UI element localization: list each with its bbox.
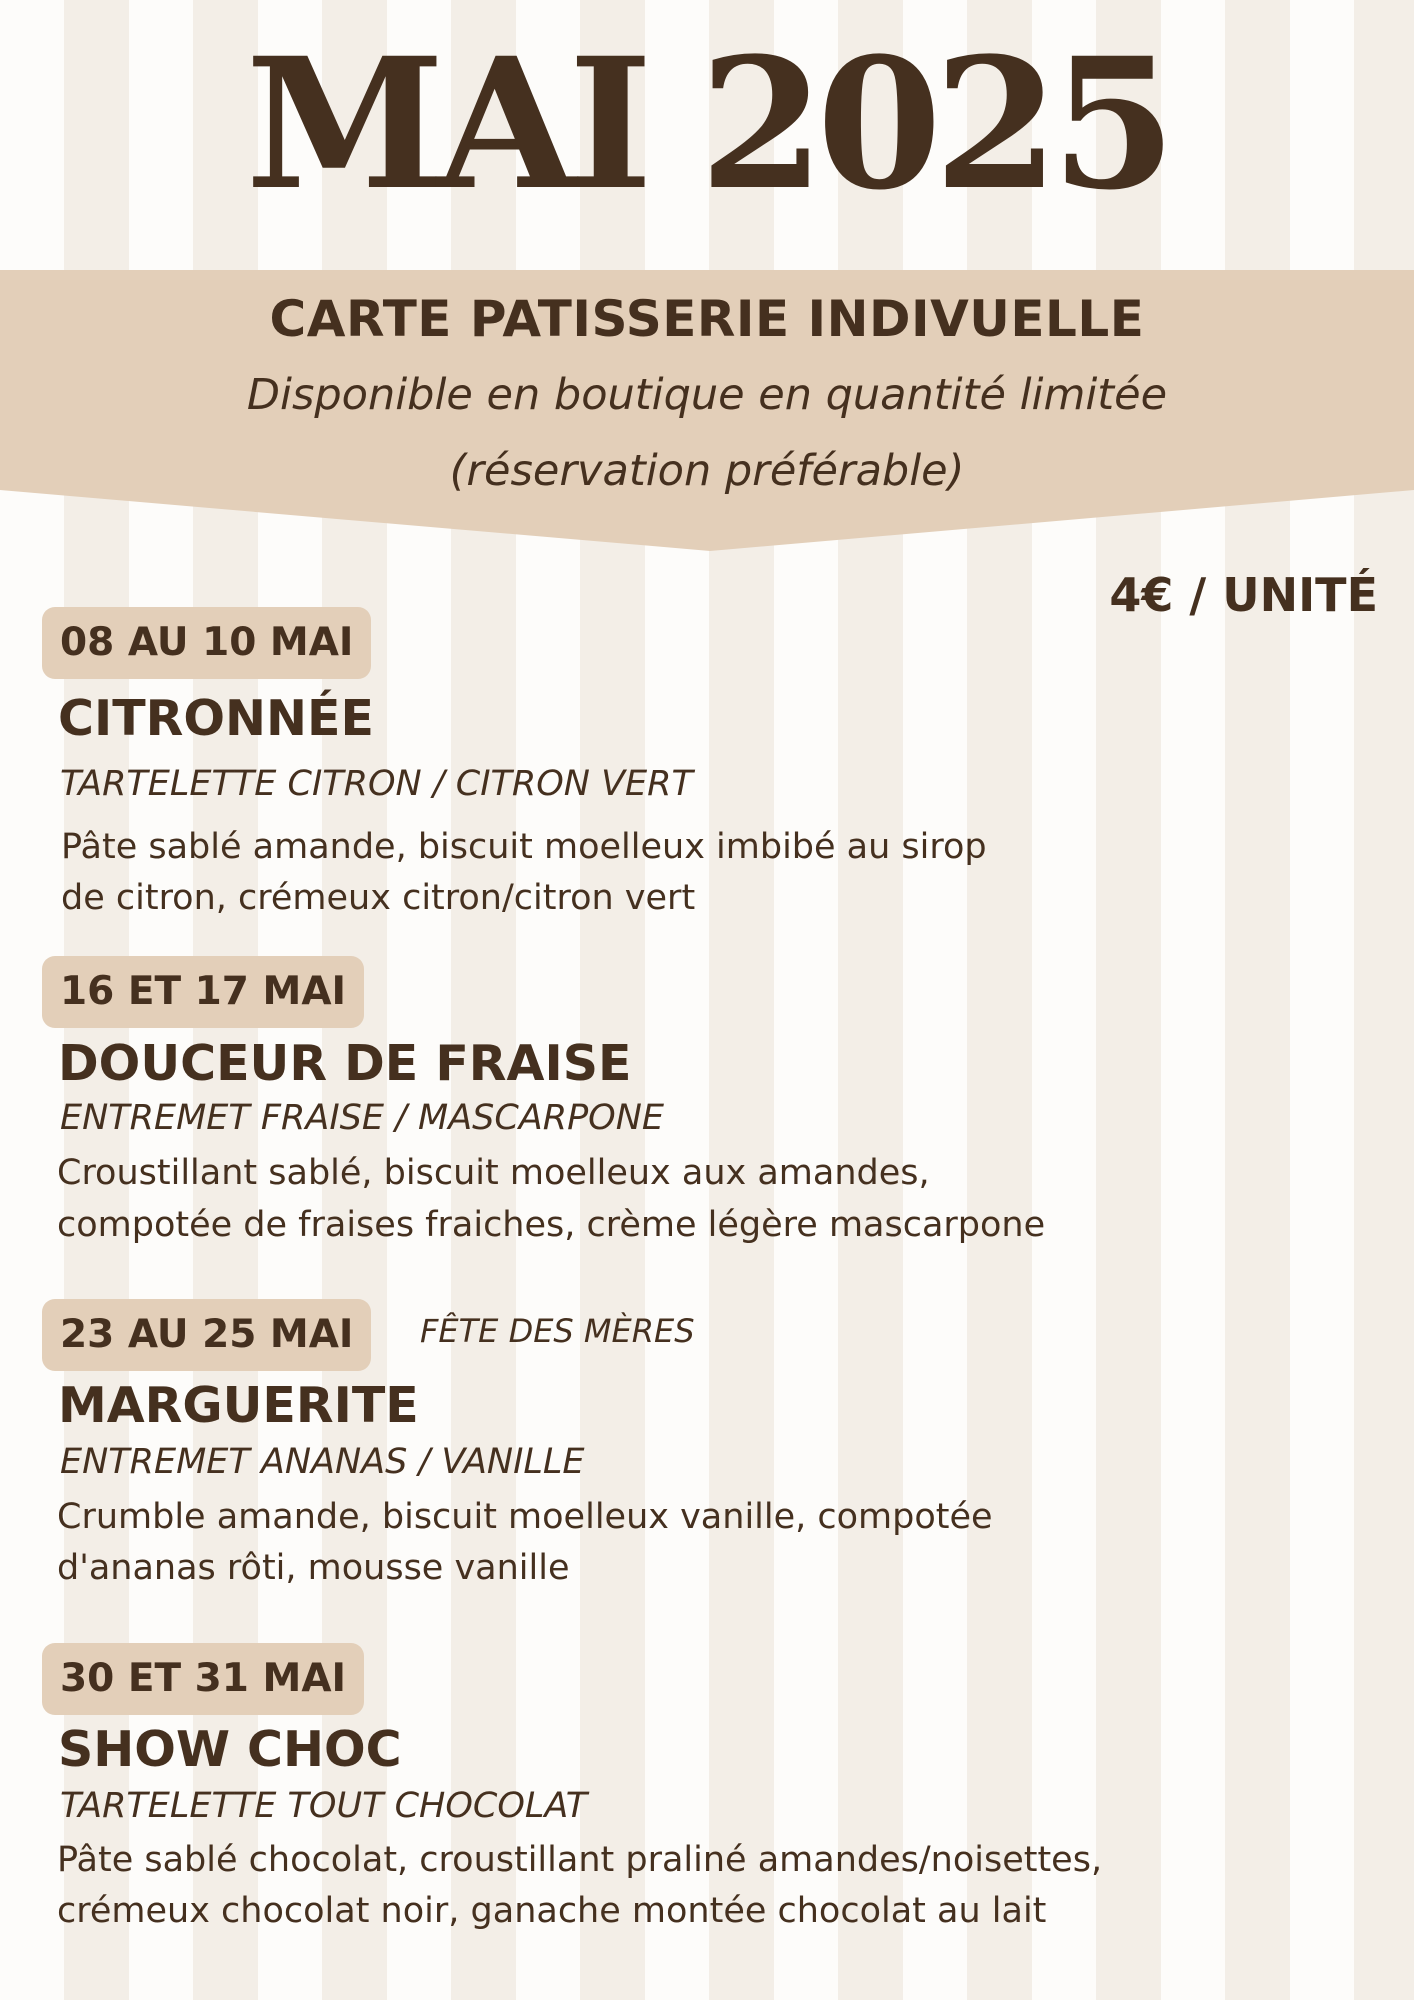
banner-heading: CARTE PATISSERIE INDIVUELLE <box>269 290 1145 348</box>
pastry-description-line2: compotée de fraises fraiches, crème légère mascarpone <box>57 1205 1046 1245</box>
date-badge: 23 AU 25 MAI <box>42 1299 371 1371</box>
occasion-note: FÊTE DES MÈRES <box>420 1312 695 1350</box>
pastry-subtitle: TARTELETTE TOUT CHOCOLAT <box>60 1786 588 1826</box>
pastry-description-line2: de citron, crémeux citron/citron vert <box>61 878 696 918</box>
pastry-subtitle: TARTELETTE CITRON / CITRON VERT <box>60 764 693 804</box>
date-badge: 30 ET 31 MAI <box>42 1643 364 1715</box>
unit-price: 4€ / UNITÉ <box>1109 568 1378 622</box>
page-title: MAI 2025 <box>245 19 1169 230</box>
pastry-name: SHOW CHOC <box>58 1721 402 1778</box>
pastry-name: MARGUERITE <box>58 1377 419 1434</box>
pastry-description-line2: d'ananas rôti, mousse vanille <box>57 1548 570 1588</box>
pastry-description-line2: crémeux chocolat noir, ganache montée chocolat au lait <box>57 1891 1047 1931</box>
pastry-description-line1: Pâte sablé chocolat, croustillant praliné amandes/noisettes, <box>57 1840 1103 1880</box>
pastry-name: DOUCEUR DE FRAISE <box>58 1035 632 1092</box>
pastry-description-line1: Crumble amande, biscuit moelleux vanille, compotée <box>57 1497 993 1537</box>
banner-subtitle-line1: Disponible en boutique en quantité limitée <box>246 370 1168 420</box>
pastry-description-line1: Pâte sablé amande, biscuit moelleux imbibé au sirop <box>61 827 987 867</box>
banner-subtitle-line2: (réservation préférable) <box>449 446 965 496</box>
pastry-subtitle: ENTREMET FRAISE / MASCARPONE <box>60 1098 665 1138</box>
pastry-description-line1: Croustillant sablé, biscuit moelleux aux amandes, <box>57 1153 930 1193</box>
pastry-name: CITRONNÉE <box>58 690 374 747</box>
pastry-subtitle: ENTREMET ANANAS / VANILLE <box>60 1442 585 1482</box>
date-badge: 08 AU 10 MAI <box>42 607 371 679</box>
date-badge: 16 ET 17 MAI <box>42 956 364 1028</box>
